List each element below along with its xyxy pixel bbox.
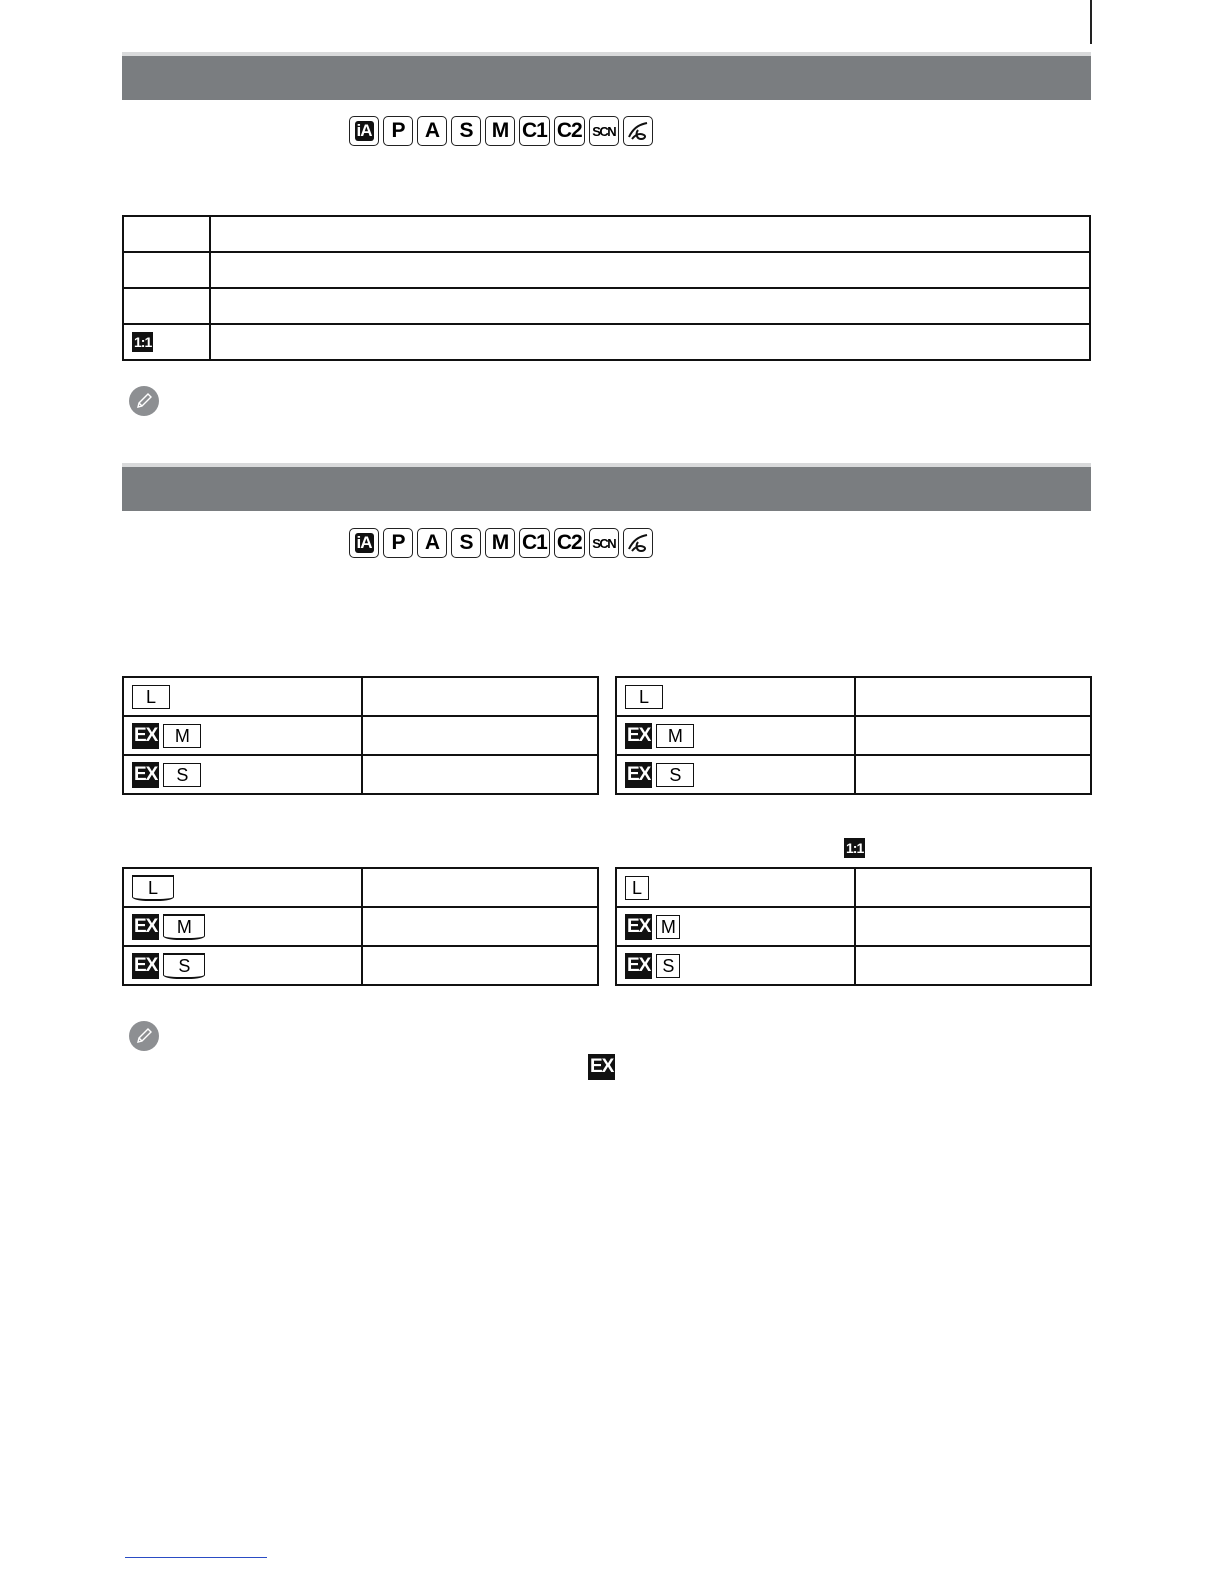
picture-size-table-16-9 [122, 867, 599, 986]
size-m-icon: M [163, 724, 201, 748]
size-s-icon: S [163, 953, 205, 979]
mode-s-icon: S [451, 116, 481, 146]
size-value-cell [855, 677, 1091, 716]
aspect-icon-cell [123, 252, 210, 288]
table-row [123, 252, 1090, 288]
size-icon-cell [616, 677, 855, 716]
size-icon-cell [123, 868, 362, 907]
mode-a-icon: A [417, 528, 447, 558]
note-pencil-icon [129, 386, 159, 416]
picture-size-table-1-1 [615, 867, 1092, 986]
ex-icon: EX [132, 953, 159, 979]
table-row [123, 324, 1090, 360]
size-icon-cell [616, 946, 855, 985]
picture-size-table-4-3 [122, 676, 599, 795]
size-m-icon: M [163, 914, 205, 940]
size-icon-cell [123, 677, 362, 716]
mode-s-icon: S [451, 528, 481, 558]
mode-p-icon: P [383, 116, 413, 146]
mode-scn-icon: SCN [589, 528, 619, 558]
aspect-desc-cell [210, 252, 1090, 288]
size-m-icon: M [656, 915, 680, 939]
size-s-icon: S [656, 954, 680, 978]
picture-size-table-3-2 [615, 676, 1092, 795]
size-icon-cell [616, 868, 855, 907]
size-s-icon: S [656, 763, 694, 787]
size-icon-cell [123, 907, 362, 946]
aspect-desc-cell [210, 324, 1090, 360]
table-row [123, 907, 598, 946]
size-value-cell [855, 755, 1091, 794]
mode-creative-control-icon [623, 116, 653, 146]
table-row [616, 755, 1091, 794]
mode-p-icon: P [383, 528, 413, 558]
size-value-cell [855, 716, 1091, 755]
section-header-bar-1 [122, 52, 1091, 100]
ex-icon: EX [625, 723, 652, 749]
table-row [123, 755, 598, 794]
footer-link-underline[interactable] [125, 1557, 267, 1558]
mode-m-icon: M [485, 528, 515, 558]
size-icon-cell [123, 716, 362, 755]
aspect-desc-cell [210, 216, 1090, 252]
note-pencil-icon [129, 1021, 159, 1051]
aspect-ratio-table [122, 215, 1091, 361]
ex-icon: EX [132, 762, 159, 788]
size-m-icon: M [656, 724, 694, 748]
mode-ia-icon: iA [349, 116, 379, 146]
size-value-cell [362, 946, 598, 985]
aspect-icon-cell [123, 288, 210, 324]
mode-ia-icon: iA [349, 528, 379, 558]
mode-m-icon: M [485, 116, 515, 146]
size-value-cell [362, 907, 598, 946]
ratio-1-1-icon: 1:1 [134, 334, 152, 350]
mode-c1-icon: C1 [519, 116, 550, 146]
ex-icon: EX [625, 914, 652, 940]
size-icon-cell [616, 716, 855, 755]
size-value-cell [855, 946, 1091, 985]
size-icon-cell [123, 946, 362, 985]
mode-a-icon: A [417, 116, 447, 146]
mode-c1-icon: C1 [519, 528, 550, 558]
size-l-icon: L [132, 875, 174, 901]
ex-icon: EX [132, 723, 159, 749]
size-value-cell [855, 907, 1091, 946]
table-row [123, 868, 598, 907]
size-value-cell [362, 868, 598, 907]
size-icon-cell [616, 907, 855, 946]
mode-creative-control-icon [623, 528, 653, 558]
size-icon-cell [616, 755, 855, 794]
table-row [616, 716, 1091, 755]
applicable-modes-2 [349, 528, 653, 558]
size-l-icon: L [625, 876, 649, 900]
mode-scn-icon: SCN [589, 116, 619, 146]
table-row [123, 946, 598, 985]
table-row [123, 288, 1090, 324]
table-row [123, 677, 598, 716]
size-s-icon: S [163, 763, 201, 787]
aspect-icon-cell [123, 216, 210, 252]
page-edge-line [1090, 0, 1092, 44]
section-header-bar-2 [122, 463, 1091, 511]
ex-icon: EX [588, 1054, 615, 1080]
table-row [616, 868, 1091, 907]
size-l-icon: L [132, 685, 170, 709]
table-row [123, 716, 598, 755]
table-row [616, 677, 1091, 716]
ex-icon: EX [132, 914, 159, 940]
table-row [616, 907, 1091, 946]
size-l-icon: L [625, 685, 663, 709]
ex-icon: EX [625, 762, 652, 788]
mode-c2-icon: C2 [554, 528, 585, 558]
table-row [123, 216, 1090, 252]
size-value-cell [855, 868, 1091, 907]
table-row [616, 946, 1091, 985]
size-value-cell [362, 716, 598, 755]
ratio-1-1-icon: 1:1 [846, 840, 864, 856]
ex-icon: EX [625, 953, 652, 979]
aspect-desc-cell [210, 288, 1090, 324]
size-icon-cell [123, 755, 362, 794]
applicable-modes-1 [349, 116, 653, 146]
size-value-cell [362, 677, 598, 716]
size-value-cell [362, 755, 598, 794]
mode-c2-icon: C2 [554, 116, 585, 146]
aspect-icon-cell [123, 324, 210, 360]
